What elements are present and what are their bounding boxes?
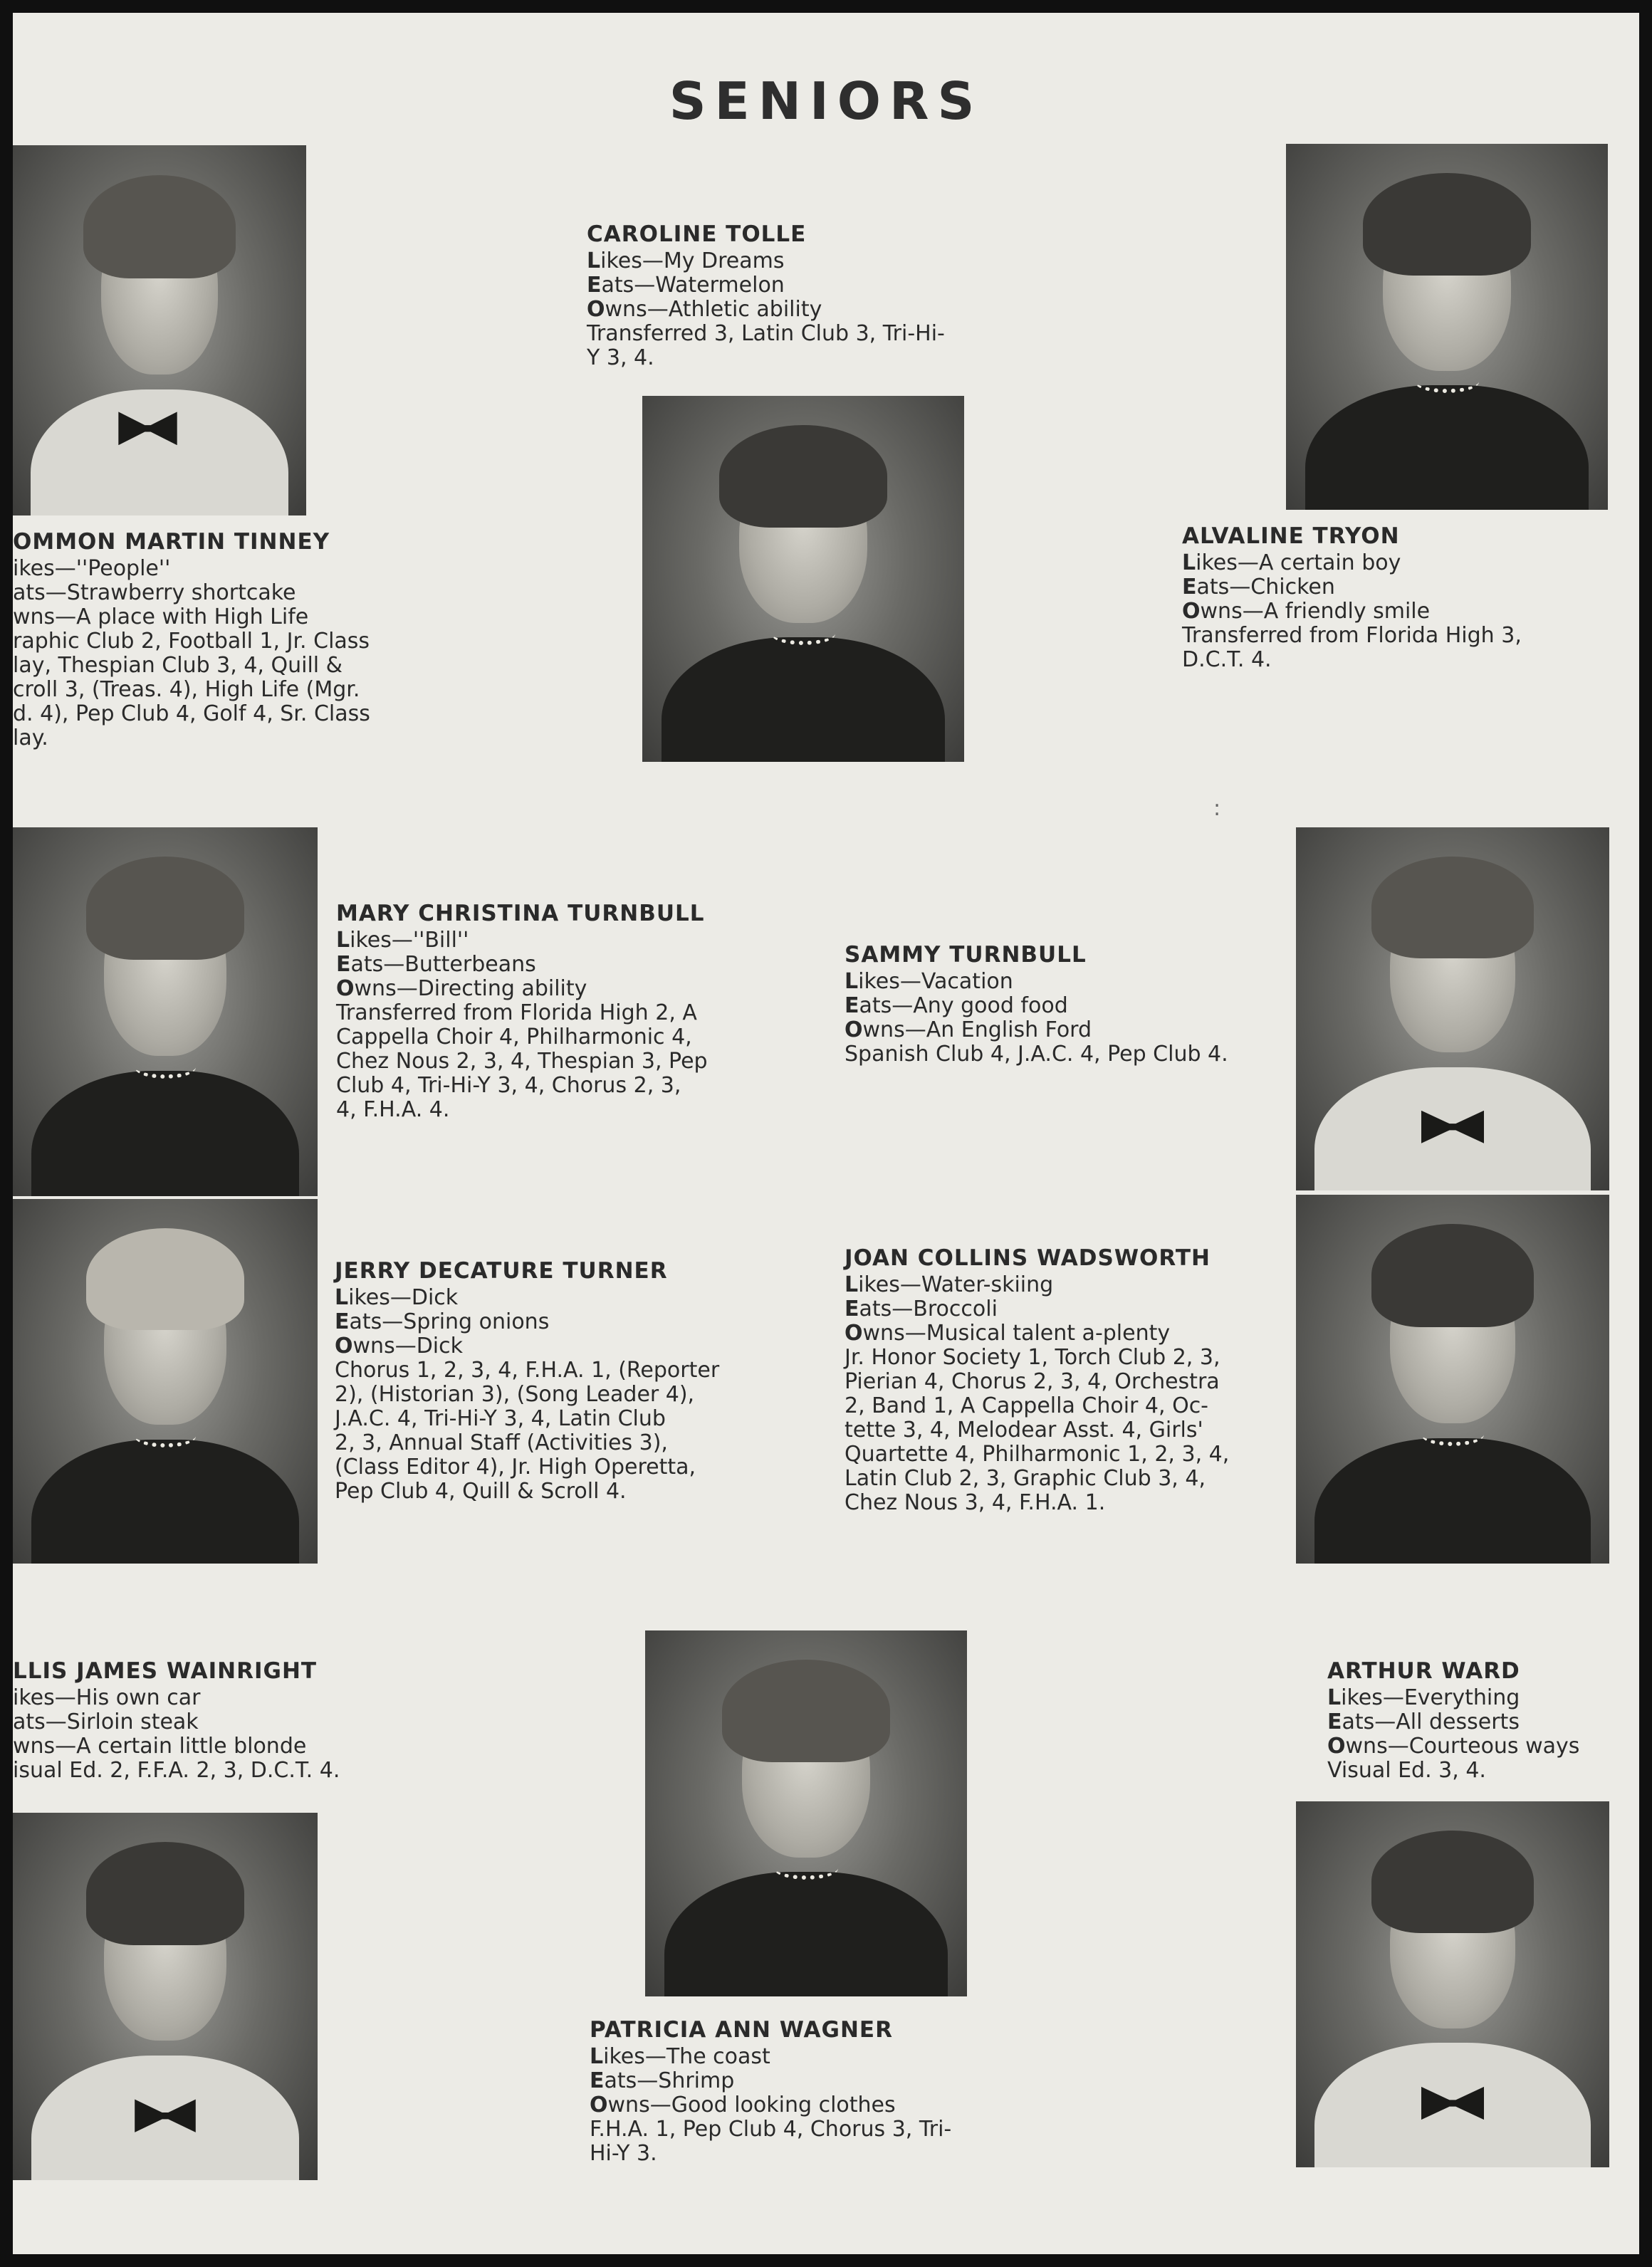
entry-wainright <box>13 1659 440 1783</box>
entry-name: ARTHUR WARD <box>1327 1658 1520 1684</box>
activities-line: Quartette 4, Philharmonic 1, 2, 3, 4, <box>845 1442 1230 1467</box>
activities-line: Hi-Y 3. <box>590 2141 657 2166</box>
activities-line: croll 3, (Treas. 4), High Life (Mgr. <box>13 677 360 702</box>
activities-line: Pep Club 4, Quill & Scroll 4. <box>335 1479 627 1504</box>
eats-line: ats—Strawberry shortcake <box>13 580 296 605</box>
likes-line: ikes—Vacation <box>858 969 1013 994</box>
activities-line: Transferred 3, Latin Club 3, Tri-Hi- <box>587 321 945 346</box>
portrait-wagner <box>645 1630 967 1996</box>
entry-name: ALVALINE TRYON <box>1182 523 1400 549</box>
likes-line: ikes—Water-skiing <box>858 1272 1054 1297</box>
activities-line: Pierian 4, Chorus 2, 3, 4, Orchestra <box>845 1369 1220 1394</box>
activities-line: lay, Thespian Club 3, 4, Quill & <box>13 653 343 678</box>
likes-line: ikes—Everything <box>1341 1685 1520 1710</box>
owns-line: wns—A place with High Life <box>13 604 309 629</box>
activities-line: J.A.C. 4, Tri-Hi-Y 3, 4, Latin Club <box>335 1406 666 1431</box>
activities-line: D.C.T. 4. <box>1182 647 1272 672</box>
eats-line: ats—Chicken <box>1196 575 1335 600</box>
activities-line: Cappella Choir 4, Philharmonic 4, <box>336 1025 692 1049</box>
eats-line: ats—Spring onions <box>349 1309 550 1334</box>
portrait-tryon <box>1286 144 1608 510</box>
eats-line: ats—Watermelon <box>601 273 785 298</box>
activities-line: Chez Nous 2, 3, 4, Thespian 3, Pep <box>336 1049 708 1074</box>
entry-name: PATRICIA ANN WAGNER <box>590 2017 893 2043</box>
entry-mary-turnbull: MARY CHRISTINA TURNBULL Likes—''Bill'' Eats—Butterbeans Owns—Directing ability Transferred from Florida High 2, A Cappella Choir 4, Philharmonic 4, Chez Nous 2, 3, 4, Thespian 3, Pep Club 4, Tri-Hi-Y 3, 4, Chorus 2, 3, 4, F.H.A. 4. <box>336 901 792 1122</box>
page-title: SENIORS <box>669 71 983 131</box>
activities-line: tette 3, 4, Melodear Asst. 4, Girls' <box>845 1418 1203 1443</box>
activities-line: d. 4), Pep Club 4, Golf 4, Sr. Class <box>13 701 370 726</box>
activities-line: 2, 3, Annual Staff (Activities 3), <box>335 1430 668 1455</box>
activities-line: Club 4, Tri-Hi-Y 3, 4, Chorus 2, 3, <box>336 1073 681 1098</box>
entry-name: MARY CHRISTINA TURNBULL <box>336 901 705 926</box>
likes-line: ikes—''People'' <box>13 556 171 581</box>
eats-line: ats—Sirloin steak <box>13 1710 199 1734</box>
portrait-turner <box>13 1199 318 1564</box>
likes-line: ikes—The coast <box>603 2044 770 2069</box>
owns-line: wns—Courteous ways <box>1345 1734 1580 1759</box>
entry-turner: JERRY DECATURE TURNER Likes—Dick Eats—Spring onions Owns—Dick Chorus 1, 2, 3, 4, F.H.A. 1, (Reporter 2), (Historian 3), (Song Leader 4), J.A.C. 4, Tri-Hi-Y 3, 4, Latin Club 2, 3, Annual Staff (Activities 3), (Class Editor 4), Jr. High Operetta, Pep Club 4, Quill & Scroll 4. <box>335 1259 790 1504</box>
owns-line: wns—Dick <box>352 1334 463 1358</box>
activities-line: lay. <box>13 726 48 750</box>
entry-tinney <box>13 530 426 750</box>
entry-ward: ARTHUR WARD Likes—Everything Eats—All desserts Owns—Courteous ways Visual Ed. 3, 4. <box>1327 1659 1626 1783</box>
activities-line: Chez Nous 3, 4, F.H.A. 1. <box>845 1490 1106 1515</box>
activities-line: Jr. Honor Society 1, Torch Club 2, 3, <box>845 1345 1220 1370</box>
likes-line: ikes—''Bill'' <box>350 928 469 953</box>
owns-line: wns—Good looking clothes <box>607 2093 896 2117</box>
eats-line: ats—Butterbeans <box>350 952 536 977</box>
activities-line: Transferred from Florida High 2, A <box>336 1000 697 1025</box>
activities-line: Chorus 1, 2, 3, 4, F.H.A. 1, (Reporter <box>335 1358 720 1383</box>
portrait-tolle <box>642 396 964 762</box>
entry-wagner: PATRICIA ANN WAGNER Likes—The coast Eats—Shrimp Owns—Good looking clothes F.H.A. 1, Pep Club 4, Chorus 3, Tri- Hi-Y 3. <box>590 2018 1045 2166</box>
activities-line: F.H.A. 1, Pep Club 4, Chorus 3, Tri- <box>590 2117 952 2142</box>
activities-line: Y 3, 4. <box>587 345 654 370</box>
portrait-sammy-turnbull <box>1296 827 1609 1190</box>
portrait-tinney <box>13 145 306 515</box>
owns-line: wns—Directing ability <box>354 976 587 1001</box>
activities-line: Transferred from Florida High 3, <box>1182 623 1522 648</box>
activities-line: 4, F.H.A. 4. <box>336 1097 450 1122</box>
activities-line: 2, Band 1, A Cappella Choir 4, Oc- <box>845 1393 1209 1418</box>
entry-wadsworth: JOAN COLLINS WADSWORTH Likes—Water-skiing Eats—Broccoli Owns—Musical talent a-plenty Jr. Honor Society 1, Torch Club 2, 3, Pierian 4, Chorus 2, 3, 4, Orchestra 2, Band 1, A Cappella Choir 4, Oc- tette 3, 4, Melodear Asst. 4, Girls' Quartette 4, Philharmonic 1, 2, 3, 4, Latin Club 2, 3, Graphic Club 3, 4, Chez Nous 3, 4, F.H.A. 1. <box>845 1246 1300 1515</box>
activities-line: raphic Club 2, Football 1, Jr. Class <box>13 629 370 654</box>
likes-line: ikes—His own car <box>13 1685 201 1710</box>
likes-line: ikes—A certain boy <box>1196 550 1401 575</box>
entry-sammy-turnbull: SAMMY TURNBULL Likes—Vacation Eats—Any good food Owns—An English Ford Spanish Club 4, J.A.C. 4, Pep Club 4. <box>845 943 1300 1067</box>
activities-line: Visual Ed. 3, 4. <box>1327 1758 1486 1783</box>
portrait-wadsworth <box>1296 1195 1609 1564</box>
activities-line: Latin Club 2, 3, Graphic Club 3, 4, <box>845 1466 1206 1491</box>
owns-line: wns—An English Ford <box>862 1017 1092 1042</box>
eats-line: ats—Broccoli <box>859 1297 998 1321</box>
eats-line: ats—All desserts <box>1342 1710 1520 1734</box>
entry-name: OMMON MARTIN TINNEY <box>13 529 330 555</box>
entry-name: CAROLINE TOLLE <box>587 221 807 247</box>
likes-line: ikes—My Dreams <box>600 248 785 273</box>
activities-line: Spanish Club 4, J.A.C. 4, Pep Club 4. <box>845 1042 1228 1067</box>
entry-name: JERRY DECATURE TURNER <box>335 1258 668 1284</box>
entry-name: JOAN COLLINS WADSWORTH <box>845 1245 1211 1271</box>
portrait-mary-turnbull <box>13 827 318 1196</box>
owns-line: wns—A friendly smile <box>1200 599 1431 624</box>
eats-line: ats—Any good food <box>859 993 1068 1018</box>
owns-line: wns—A certain little blonde <box>13 1734 307 1759</box>
eats-line: ats—Shrimp <box>604 2068 735 2093</box>
portrait-wainright <box>13 1813 318 2180</box>
owns-line: wns—Musical talent a-plenty <box>862 1321 1171 1346</box>
entry-name: SAMMY TURNBULL <box>845 942 1087 968</box>
owns-line: wns—Athletic ability <box>605 297 822 322</box>
stray-mark: : <box>1213 796 1221 821</box>
entry-tryon: ALVALINE TRYON Likes—A certain boy Eats—Chicken Owns—A friendly smile Transferred from Florida High 3, D.C.T. 4. <box>1182 524 1624 672</box>
yearbook-page <box>13 13 1639 2254</box>
activities-line: (Class Editor 4), Jr. High Operetta, <box>335 1455 696 1480</box>
entry-tolle: CAROLINE TOLLE Likes—My Dreams Eats—Watermelon Owns—Athletic ability Transferred 3, Latin Club 3, Tri-Hi- Y 3, 4. <box>587 222 1028 370</box>
portrait-ward <box>1296 1801 1609 2167</box>
activities-line: isual Ed. 2, F.F.A. 2, 3, D.C.T. 4. <box>13 1758 340 1783</box>
likes-line: ikes—Dick <box>348 1285 459 1310</box>
entry-name: LLIS JAMES WAINRIGHT <box>13 1658 318 1684</box>
activities-line: 2), (Historian 3), (Song Leader 4), <box>335 1382 695 1407</box>
